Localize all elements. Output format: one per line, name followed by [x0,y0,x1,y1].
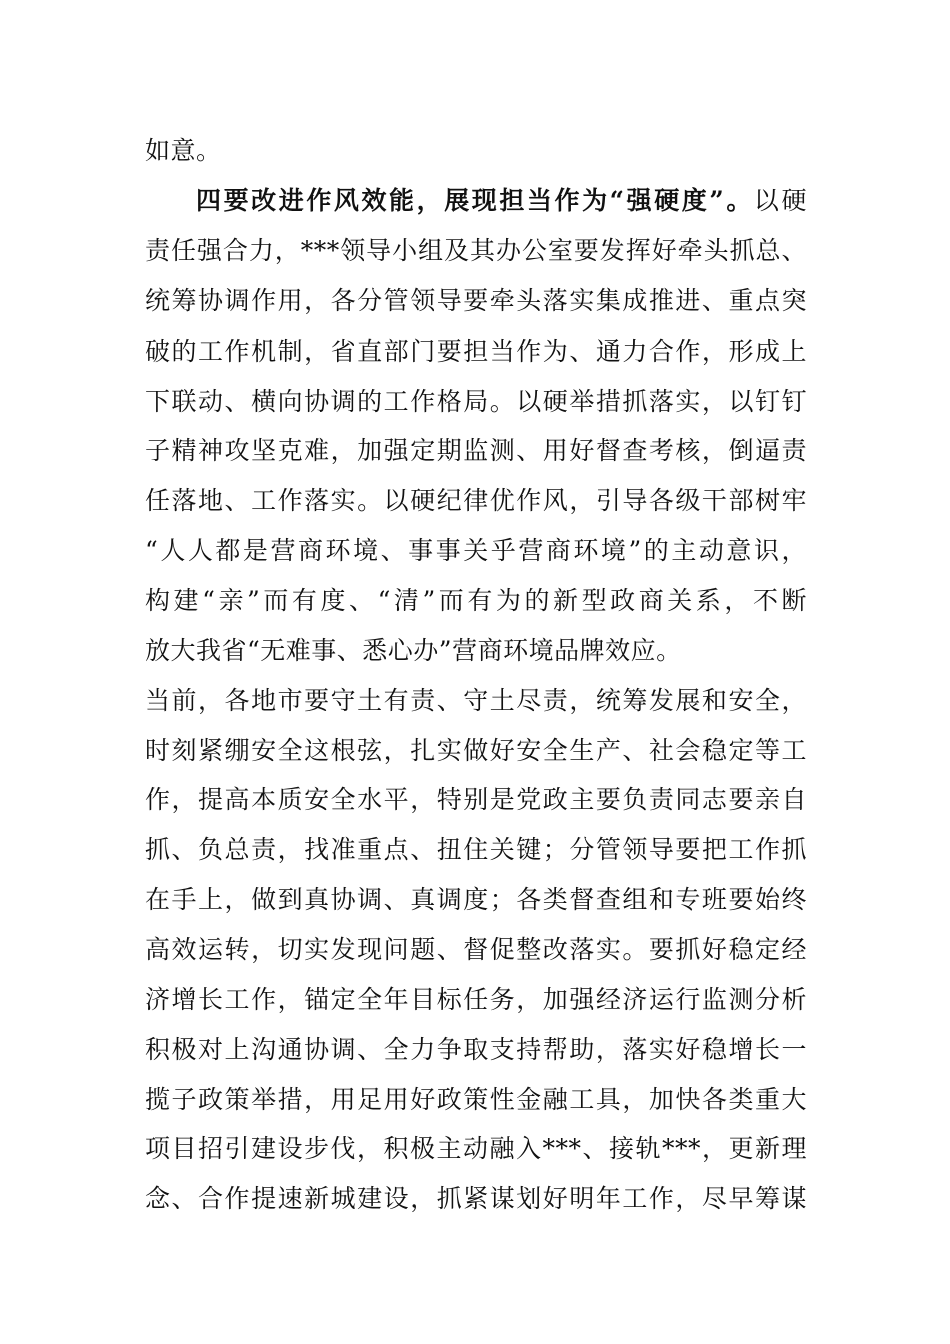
paragraph-heading-line [196,177,807,225]
text-line: 济增长工作，锚定全年目标任务，加强经济运行监测分析 [145,985,807,1014]
text-line: 子精神攻坚克难，加强定期监测、用好督查考核，倒逼责 [145,436,807,465]
text-line: 责任强合力，***领导小组及其办公室要发挥好牵头抓总、 [145,236,807,265]
text-line: 统筹协调作用，各分管领导要牵头落实集成推进、重点突 [145,286,807,315]
text-line: 项目招引建设步伐，积极主动融入***、接轨***，更新理 [145,1134,807,1163]
text-line: 当前，各地市要守土有责、守土尽责，统筹发展和安全， [145,686,807,715]
text-line: 揽子政策举措，用足用好政策性金融工具，加快各类重大 [145,1085,807,1114]
text-line: 高效运转，切实发现问题、督促整改落实。要抓好稳定经 [145,935,807,964]
text-line: 时刻紧绷安全这根弦，扎实做好安全生产、社会稳定等工 [145,736,807,765]
text-line: 抓、负总责，找准重点、扭住关键；分管领导要把工作抓 [145,835,807,864]
text-line: 任落地、工作落实。以硬纪律优作风，引导各级干部树牢 [145,486,807,515]
section-heading: 四要改进作风效能，展现担当作为“强硬度”。 [196,186,754,215]
text-line: 积极对上沟通协调、全力争取支持帮助，落实好稳增长一 [145,1035,807,1064]
text-line: 破的工作机制，省直部门要担当作为、通力合作，形成上 [145,337,807,366]
text-line: 作，提高本质安全水平，特别是党政主要负责同志要亲自 [145,785,807,814]
text-line: 放大我省“无难事、悉心办”营商环境品牌效应。 [145,636,682,665]
text-line: 构建“亲”而有度、“清”而有为的新型政商关系，不断 [145,586,807,615]
text-line: 下联动、横向协调的工作格局。以硬举措抓落实，以钉钉 [145,387,807,416]
text-span: 以硬 [753,186,807,215]
text-line: 念、合作提速新城建设，抓紧谋划好明年工作，尽早筹谋 [145,1184,807,1213]
text-line: “人人都是营商环境、事事关乎营商环境”的主动意识， [145,536,807,565]
text-line: 如意。 [145,136,222,165]
text-line: 在手上，做到真协调、真调度；各类督查组和专班要始终 [145,885,807,914]
